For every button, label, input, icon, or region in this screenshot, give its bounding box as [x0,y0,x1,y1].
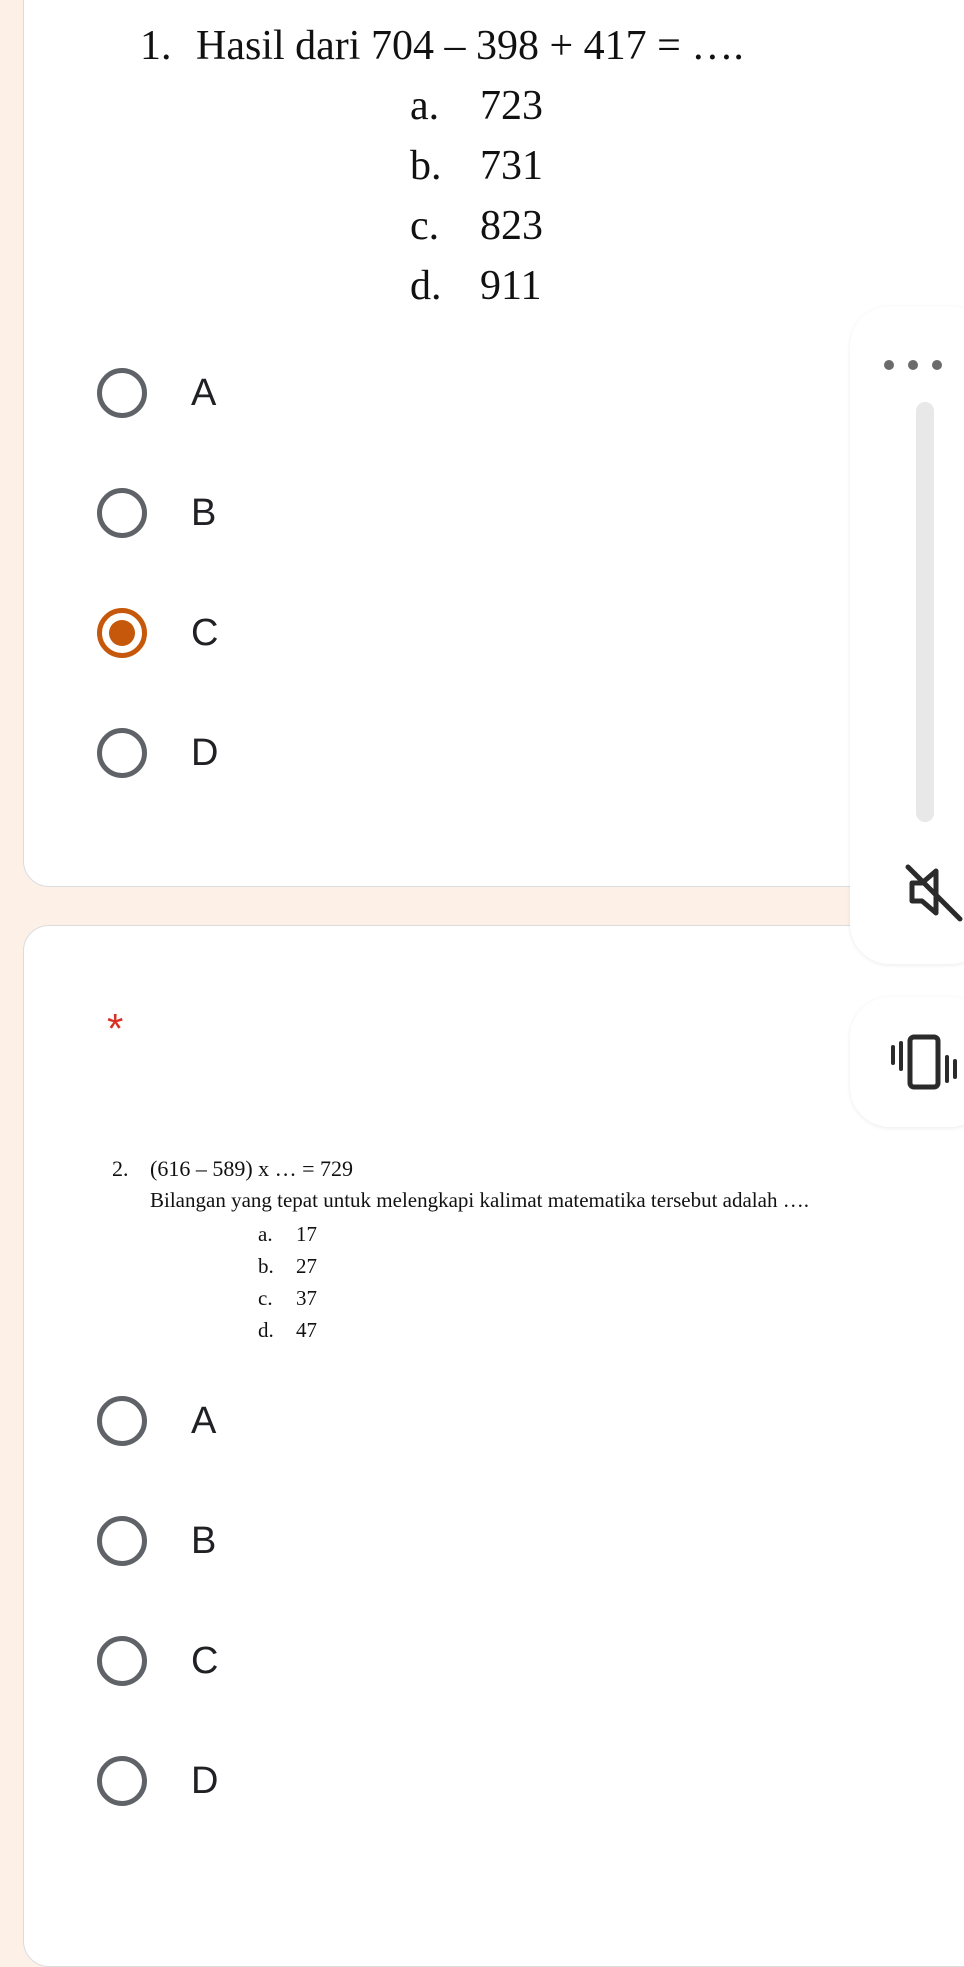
question-1-option-a: a. 723 [410,83,543,129]
radio-button[interactable] [97,1756,147,1806]
volume-panel [850,306,964,964]
vibrate-icon[interactable] [888,1033,964,1093]
question-1-option-c: c. 823 [410,203,543,249]
required-asterisk: * [107,1005,124,1052]
radio-button[interactable] [97,1636,147,1686]
question-1-image [130,0,810,320]
q1-choice-b[interactable]: B [97,481,657,545]
question-1-stem: 1. Hasil dari 704 – 398 + 417 = …. [140,23,744,69]
q2-choice-c[interactable]: C [97,1629,657,1693]
more-dots-icon[interactable] [884,360,942,370]
question-2-option-c: c. 37 [258,1286,317,1310]
q2-choice-a[interactable]: A [97,1389,657,1453]
q1-choice-c[interactable]: C [97,601,657,665]
question-2-stem: 2. (616 – 589) x … = 729 [112,1156,354,1181]
question-1-option-b: b. 731 [410,143,543,189]
question-2-option-a: a. 17 [258,1222,317,1246]
question-2-option-b: b. 27 [258,1254,317,1278]
question-2-subtext: Bilangan yang tepat untuk melengkapi kalimat matematika tersebut adalah …. [150,1188,809,1212]
radio-button[interactable] [97,1396,147,1446]
radio-button-selected[interactable] [97,608,147,658]
ringer-mode-panel [850,997,964,1127]
q1-choice-a[interactable]: A [97,361,657,425]
q2-choice-b[interactable]: B [97,1509,657,1573]
q1-choice-d[interactable]: D [97,721,657,785]
radio-button[interactable] [97,728,147,778]
question-1-option-d: d. 911 [410,263,542,309]
question-2-image [100,1150,920,1350]
radio-button[interactable] [97,488,147,538]
q2-choice-d[interactable]: D [97,1749,657,1813]
question-2-option-d: d. 47 [258,1318,317,1342]
radio-button[interactable] [97,1516,147,1566]
radio-button[interactable] [97,368,147,418]
volume-muted-icon[interactable] [902,861,964,923]
volume-slider[interactable] [916,402,934,822]
